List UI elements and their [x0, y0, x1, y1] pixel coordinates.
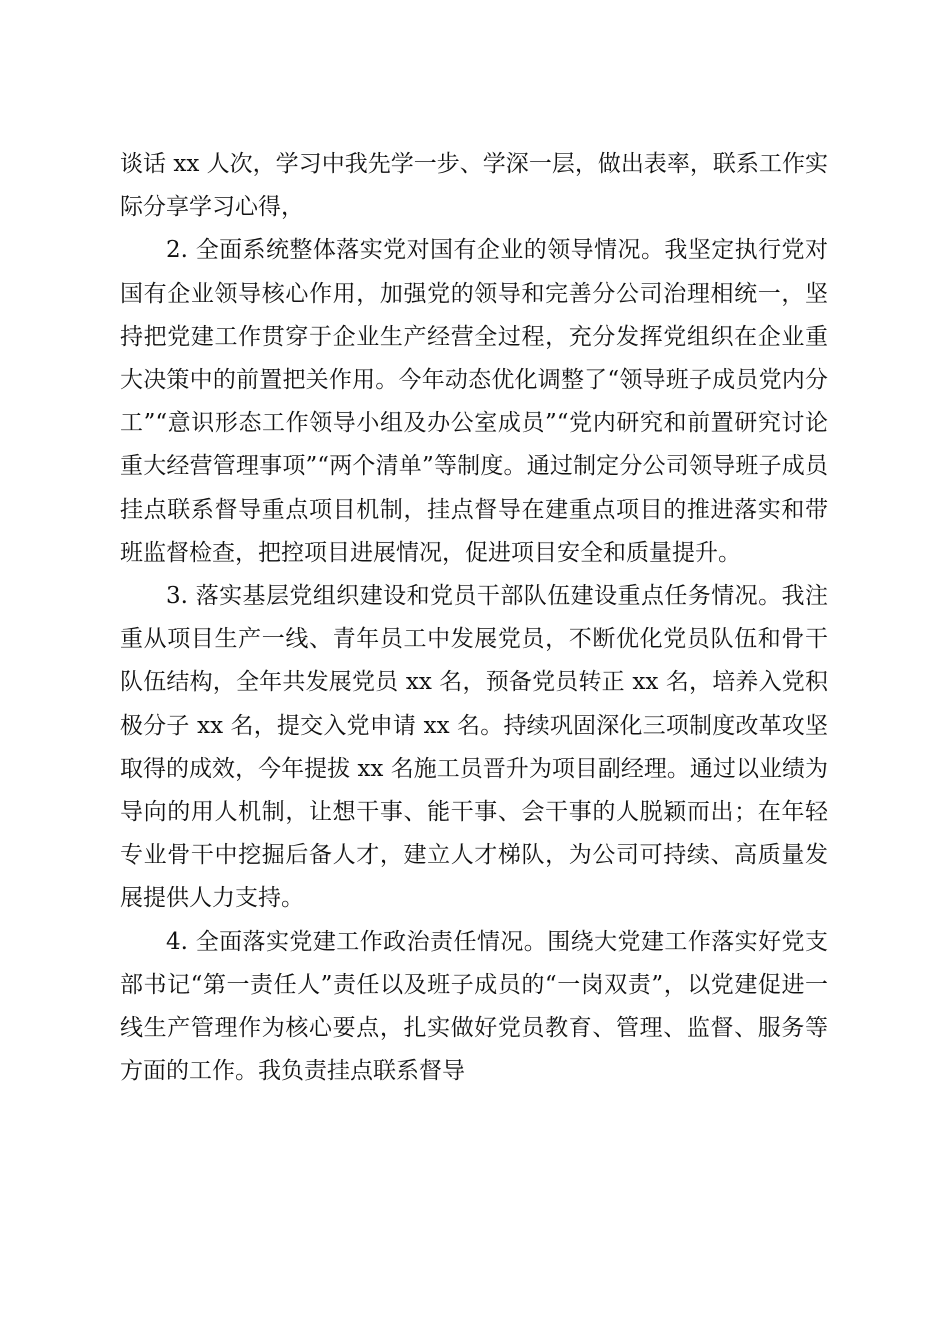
paragraph-item-4: 4. 全面落实党建工作政治责任情况。围绕大党建工作落实好党支部书记“第一责任人”责任以及班子成员的“一岗双责”，以党建促进一线生产管理作为核心要点，扎实做好党员教育、管理、监督、服务等方面的工作。我负责挂点联系督导 [120, 928, 828, 1085]
paragraph-item-3: 3. 落实基层党组织建设和党员干部队伍建设重点任务情况。我注重从项目生产一线、青年员工中发展党员，不断优化党员队伍和骨干队伍结构，全年共发展党员 xx 名，预备党员转正 xx 名，培养入党积极分子 xx 名，提交入党申请 xx 名。持续巩固深化三项制度改革攻坚取得的成效，今年提拔 xx 名施工员晋升为项目副经理。通过以业绩为导向的用人机制，让想干事、能干事、会干事的人脱颖而出；在年轻专业骨干中挖掘后备人才，建立人才梯队，为公司可持续、高质量发展提供人力支持。 [120, 583, 828, 912]
paragraph-continuation: 谈话 xx 人次，学习中我先学一步、学深一层，做出表率，联系工作实际分享学习心得， [120, 151, 828, 221]
paragraph-item-2: 2. 全面系统整体落实党对国有企业的领导情况。我坚定执行党对国有企业领导核心作用，加强党的领导和完善分公司治理相统一，坚持把党建工作贯穿于企业生产经营全过程，充分发挥党组织在企业重大决策中的前置把关作用。今年动态优化调整了“领导班子成员党内分工”“意识形态工作领导小组及办公室成员”“党内研究和前置研究讨论重大经营管理事项”“两个清单”等制度。通过制定分公司领导班子成员挂点联系督导重点项目机制，挂点督导在建重点项目的推进落实和带班监督检查，把控项目进展情况，促进项目安全和质量提升。 [120, 237, 828, 566]
document-body [120, 143, 828, 1093]
